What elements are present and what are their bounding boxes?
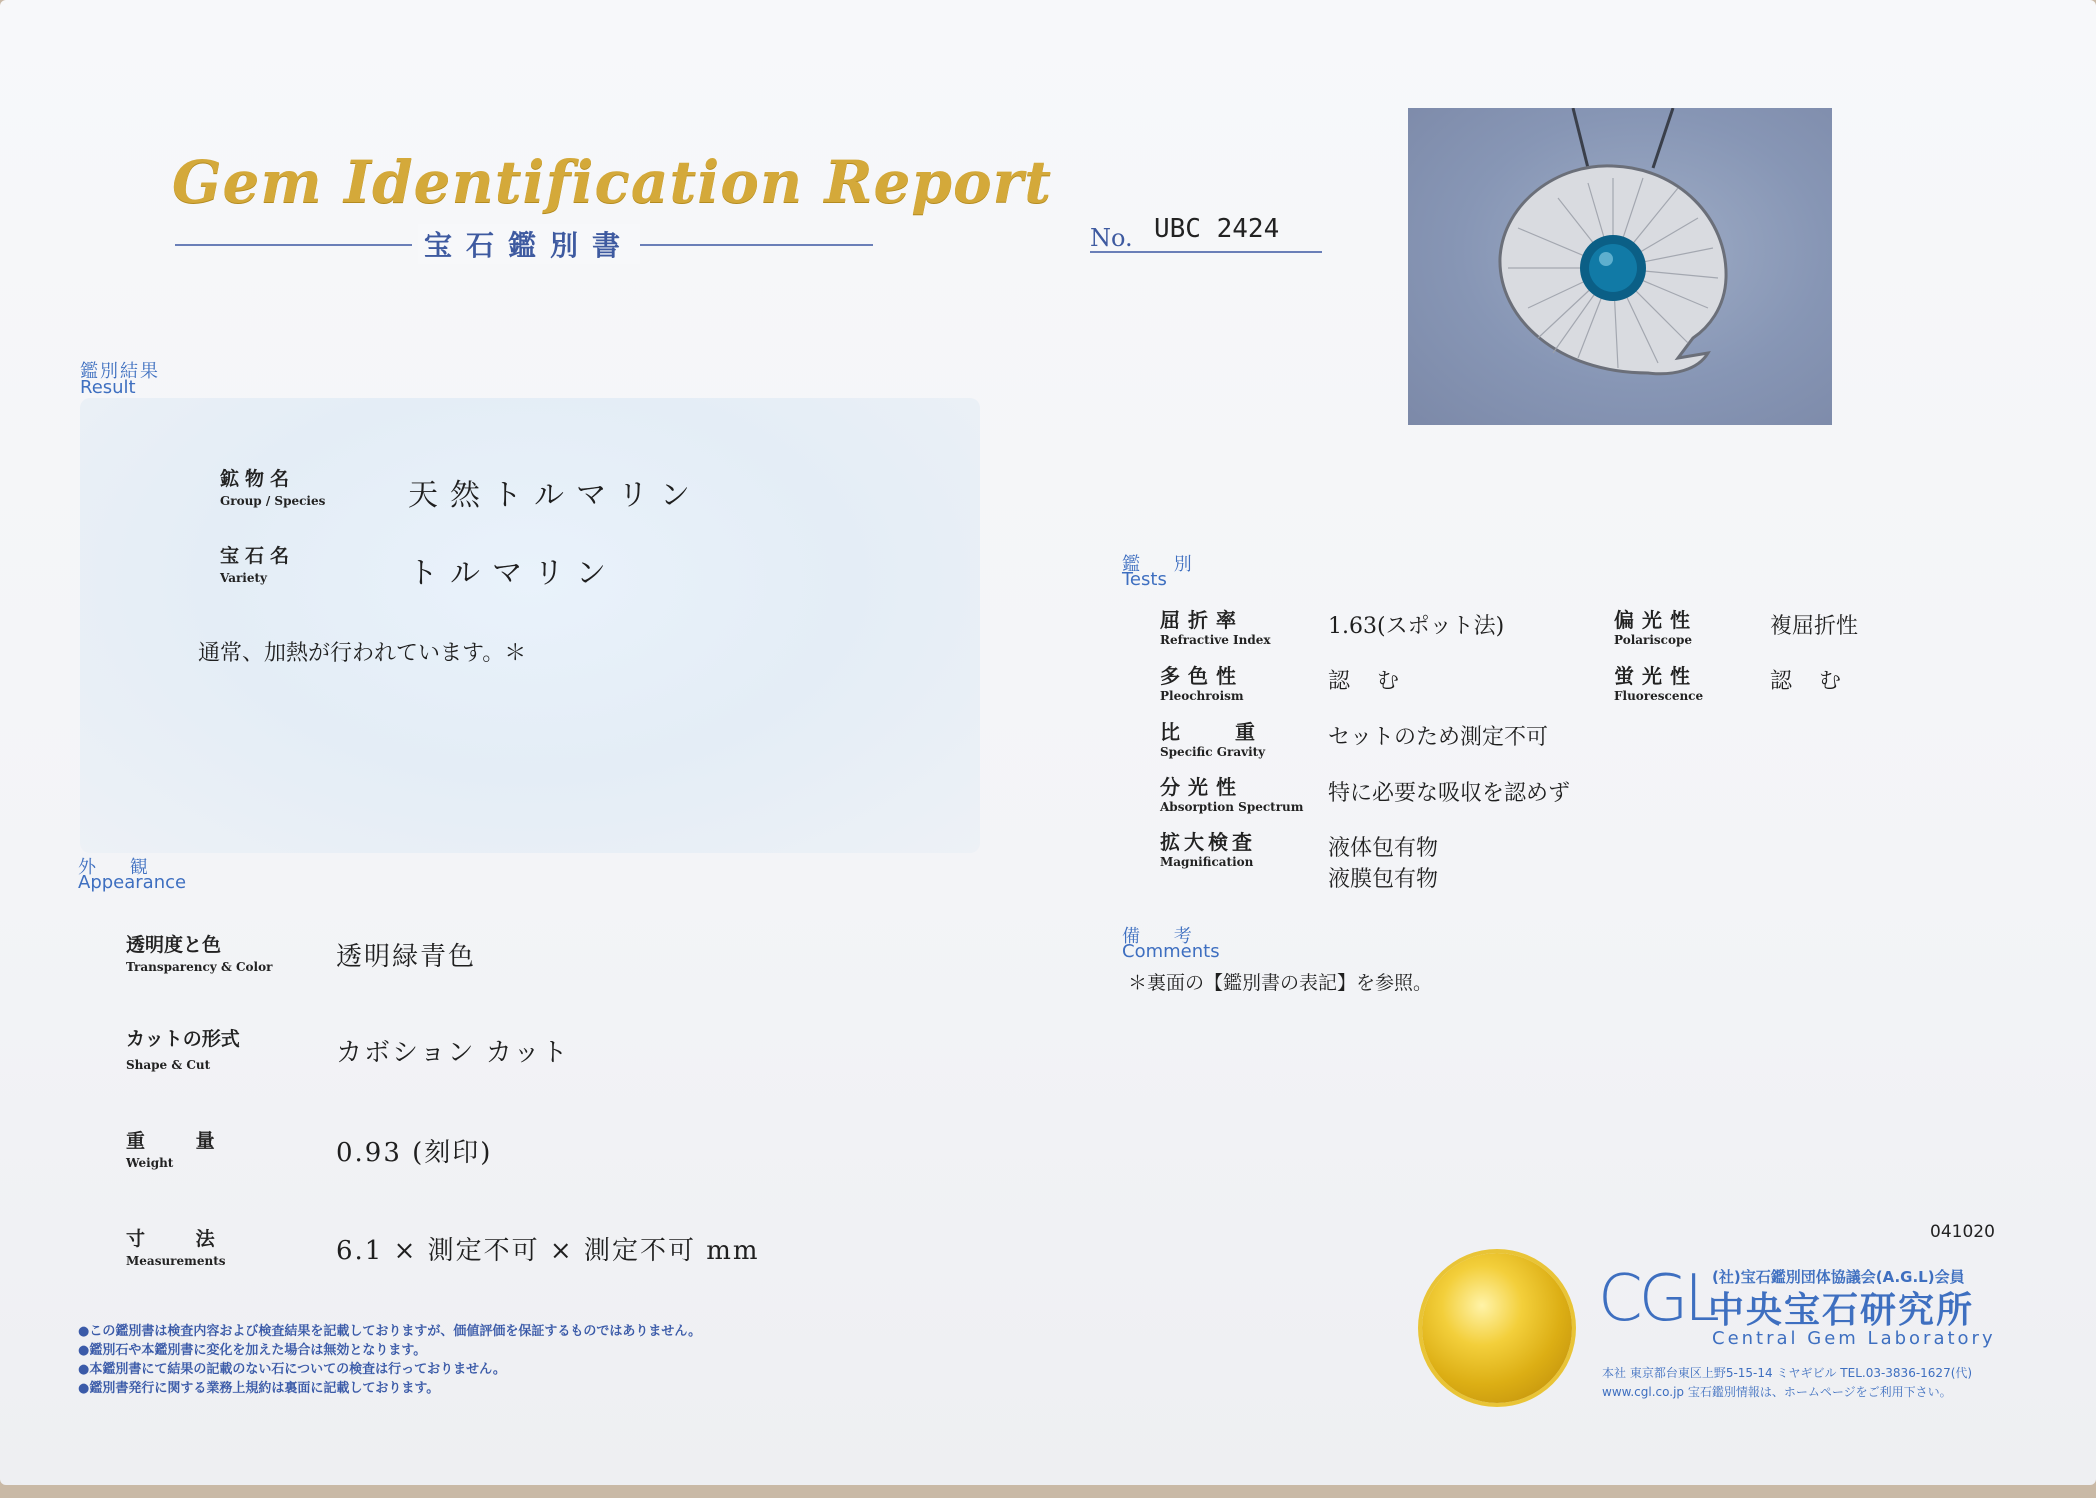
tests-section-en: Tests: [1122, 569, 1167, 590]
polariscope-label-en: Polariscope: [1614, 633, 1693, 647]
variety-label-jp: 宝石名: [220, 545, 296, 567]
lab-name-en: Central Gem Laboratory: [1712, 1328, 1996, 1349]
magnification-value-1: 液体包有物: [1328, 836, 1439, 861]
document-code: 041020: [1930, 1222, 1995, 1242]
treatment-note: 通常、加熱が行われています。＊: [198, 641, 527, 666]
sg-value: セットのため測定不可: [1328, 725, 1549, 750]
result-section-en: Result: [80, 377, 136, 398]
pendant-image: [1408, 108, 1832, 425]
appearance-section-jp: 外 観: [78, 857, 162, 878]
subtitle-rule-right: [637, 244, 873, 246]
cut-label-en: Shape & Cut: [126, 1058, 211, 1072]
report-title: Gem Identification Report: [172, 148, 1053, 216]
lab-association: (社)宝石鑑別団体協議会(A.G.L)会員: [1712, 1268, 1965, 1286]
species-label-en: Group / Species: [220, 494, 326, 508]
ri-label-en: Refractive Index: [1160, 633, 1271, 647]
comments-section-jp: 備 考: [1122, 926, 1206, 947]
gold-seal: [1422, 1253, 1572, 1403]
pleochroism-label-jp: 多色性: [1160, 664, 1244, 688]
result-section-jp: 鑑別結果: [80, 361, 160, 382]
report-number-rule: [1090, 251, 1322, 253]
fluorescence-value: 認 む: [1770, 669, 1851, 694]
comments-text: ＊裏面の【鑑別書の表記】を参照。: [1128, 972, 1433, 994]
polariscope-value: 複屈折性: [1770, 614, 1859, 639]
result-panel: [80, 398, 980, 853]
magnification-label-en: Magnification: [1160, 855, 1254, 869]
magnification-label-jp: 拡大検査: [1160, 830, 1256, 854]
weight-value: 0.93 (刻印): [336, 1138, 493, 1168]
sg-label-en: Specific Gravity: [1160, 745, 1266, 759]
cut-label-jp: カットの形式: [126, 1028, 240, 1050]
gem-photo: [1408, 108, 1832, 425]
weight-label-en: Weight: [126, 1156, 174, 1170]
species-value: 天然トルマリン: [408, 478, 702, 513]
spectrum-label-en: Absorption Spectrum: [1160, 800, 1304, 814]
fluorescence-label-jp: 蛍光性: [1614, 664, 1698, 688]
spectrum-value: 特に必要な吸収を認めず: [1328, 781, 1571, 806]
disclaimer-line: ●この鑑別書は検査内容および検査結果を記載しておりますが、価値評価を保証するものではありません。: [78, 1324, 702, 1339]
comments-section-en: Comments: [1122, 941, 1220, 962]
color-value: 透明緑青色: [336, 942, 477, 972]
polariscope-label-jp: 偏光性: [1614, 608, 1698, 632]
appearance-section-en: Appearance: [78, 872, 187, 893]
cut-value: カボション カット: [336, 1038, 570, 1068]
pleochroism-label-en: Pleochroism: [1160, 689, 1244, 703]
color-label-en: Transparency & Color: [126, 960, 273, 974]
color-label-jp: 透明度と色: [126, 934, 222, 956]
weight-label-jp: 重 量: [126, 1130, 237, 1152]
lab-address-block: [1602, 1364, 1972, 1402]
report-subtitle: 宝石鑑別書: [418, 224, 640, 264]
ri-label-jp: 屈折率: [1160, 608, 1244, 632]
sg-label-jp: 比 重: [1160, 720, 1279, 744]
variety-value: トルマリン: [408, 556, 618, 591]
fluorescence-label-en: Fluorescence: [1614, 689, 1704, 703]
lab-website: www.cgl.co.jp 宝石鑑別情報は、ホームページをご利用下さい。: [1602, 1385, 1952, 1399]
pleochroism-value: 認 む: [1328, 669, 1409, 694]
tests-section-jp: 鑑 別: [1122, 554, 1206, 575]
subtitle-rule-left: [175, 244, 412, 246]
cgl-logo: CGL: [1598, 1262, 1716, 1336]
lab-name-jp: 中央宝石研究所: [1708, 1290, 1975, 1331]
measurements-value: 6.1 × 測定不可 × 測定不可 mm: [336, 1236, 760, 1266]
species-label-jp: 鉱物名: [220, 468, 296, 490]
report-number-value: UBC 2424: [1154, 214, 1280, 244]
measurements-label-en: Measurements: [126, 1254, 226, 1268]
disclaimer-line: ●鑑別石や本鑑別書に変化を加えた場合は無効となります。: [78, 1343, 427, 1358]
measurements-label-jp: 寸 法: [126, 1228, 237, 1250]
lab-address: 本社 東京都台東区上野5-15-14 ミヤギビル TEL.03-3836-1627(代): [1602, 1366, 1973, 1380]
ri-value: 1.63(スポット法): [1328, 614, 1505, 639]
disclaimer-line: ●本鑑別書にて結果の記載のない石についての検査は行っておりません。: [78, 1362, 506, 1377]
magnification-value-2: 液膜包有物: [1328, 867, 1439, 892]
spectrum-label-jp: 分光性: [1160, 775, 1244, 799]
report-number-label: No.: [1090, 224, 1133, 252]
variety-label-en: Variety: [220, 571, 268, 585]
disclaimer-line: ●鑑別書発行に関する業務上規約は裏面に記載しております。: [78, 1381, 440, 1396]
disclaimers: [78, 1322, 701, 1398]
